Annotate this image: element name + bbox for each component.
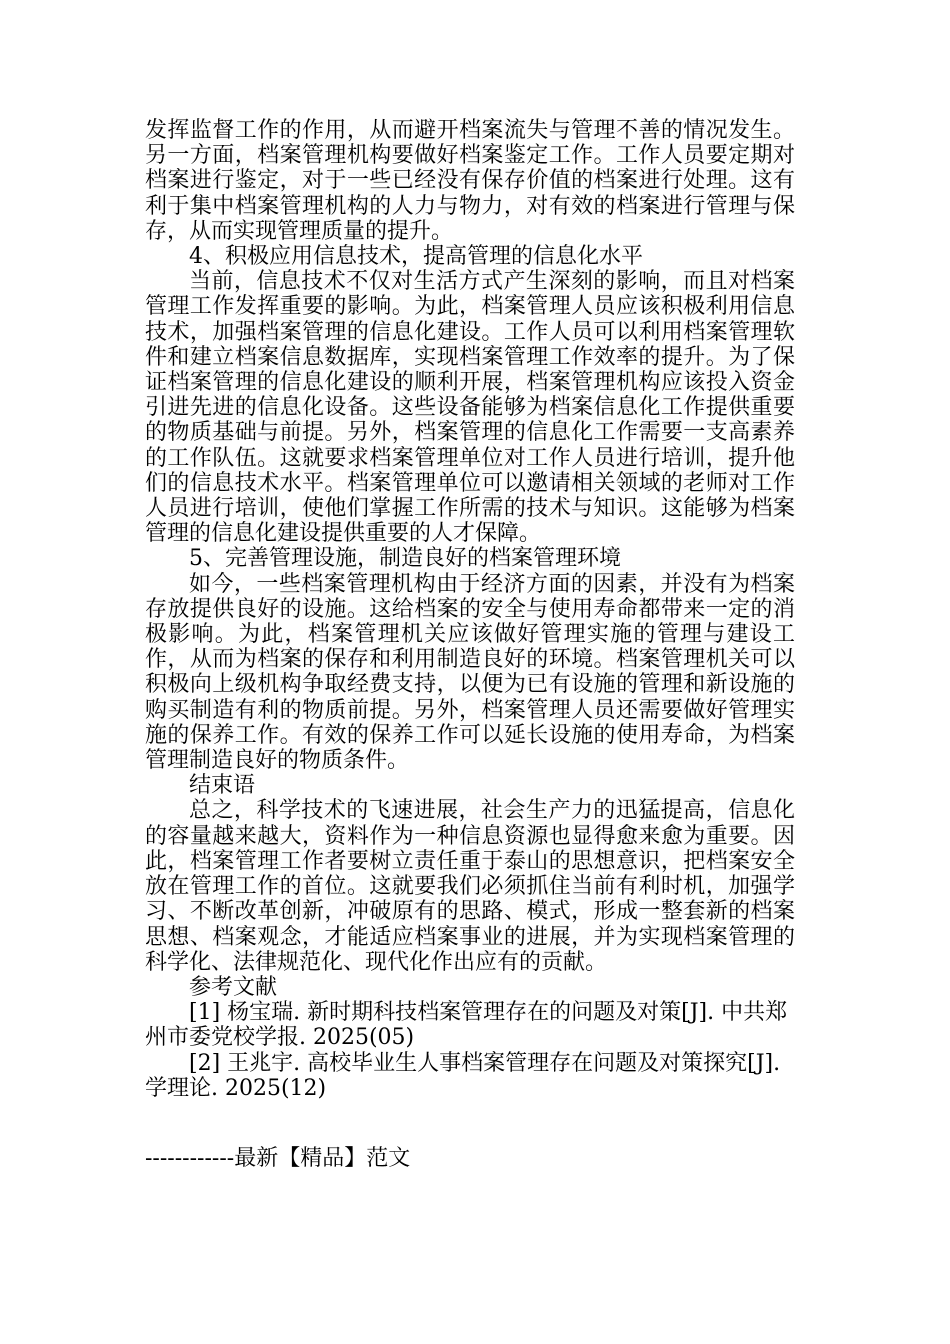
- references-heading: 参考文献: [189, 974, 278, 1000]
- section-heading-5: 5、完善管理设施，制造良好的档案管理环境: [189, 546, 621, 572]
- paragraph-continuation: 发挥监督工作的作用，从而避开档案流失与管理不善的情况发生。另一方面，档案管理机构要做好档案鉴定工作。工作人员要定期对档案进行鉴定，对于一些已经没有保存价值的档案进行处理。这有利于集中档案管理机构的人力与物力，对有效的档案进行管理与保存，从而实现管理质量的提升。: [145, 118, 795, 244]
- paragraph-information-technology: 当前，信息技术不仅对生活方式产生深刻的影响，而且对档案管理工作发挥重要的影响。为此，档案管理人员应该积极利用信息技术，加强档案管理的信息化建设。工作人员可以利用档案管理软件和建立档案信息数据库，实现档案管理工作效率的提升。为了保证档案管理的信息化建设的顺利开展，档案管理机构应该投入资金引进先进的信息化设备。这些设备能够为档案信息化工作提供重要的物质基础与前提。另外，档案管理的信息化工作需要一支高素养的工作队伍。这就要求档案管理单位对工作人员进行培训，提升他们的信息技术水平。档案管理单位可以邀请相关领域的老师对工作人员进行培训，使他们掌握工作所需的技术与知识。这能够为档案管理的信息化建设提供重要的人才保障。: [145, 269, 795, 547]
- footer-watermark-text: ------------最新【精品】范文: [145, 1146, 411, 1171]
- paragraph-management-facilities: 如今，一些档案管理机构由于经济方面的因素，并没有为档案存放提供良好的设施。这给档案的安全与使用寿命都带来一定的消极影响。为此，档案管理机关应该做好管理实施的管理与建设工作，从而为档案的保存和利用制造良好的环境。档案管理机关可以积极向上级机构争取经费支持，以便为已有设施的管理和新设施的购买制造有利的物质前提。另外，档案管理人员还需要做好管理实施的保养工作。有效的保养工作可以延长设施的使用寿命，为档案管理制造良好的物质条件。: [145, 571, 795, 774]
- document-body: [145, 118, 795, 1101]
- paragraph-conclusion: 总之，科学技术的飞速进展，社会生产力的迅猛提高，信息化的容量越来越大，资料作为一种信息资源也显得愈来愈为重要。因此，档案管理工作者要树立责任重于泰山的思想意识，把档案安全放在管理工作的首位。这就要我们必须抓住当前有利时机，加强学习、不断改革创新，冲破原有的思路、模式，形成一整套新的档案思想、档案观念，才能适应档案事业的进展，并为实现档案管理的科学化、法律规范化、现代化作出应有的贡献。: [145, 798, 795, 975]
- reference-item-2: [2] 王兆宇. 高校毕业生人事档案管理存在问题及对策探究[J]. 学理论. 2025(12): [145, 1050, 781, 1101]
- reference-item-1: [1] 杨宝瑞. 新时期科技档案管理存在的问题及对策[J]. 中共郑州市委党校学报. 2025(05): [145, 1000, 788, 1051]
- section-heading-4: 4、积极应用信息技术，提高管理的信息化水平: [189, 244, 643, 270]
- conclusion-heading: 结束语: [189, 773, 256, 799]
